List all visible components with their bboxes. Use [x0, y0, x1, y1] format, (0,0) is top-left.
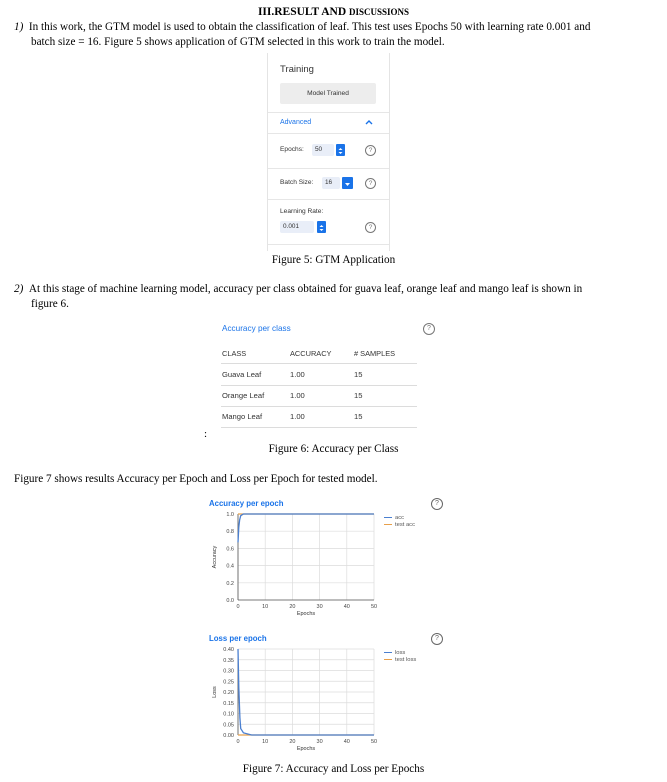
advanced-toggle[interactable]: Advanced	[280, 119, 312, 126]
table-divider	[221, 363, 417, 364]
divider	[268, 133, 389, 134]
divider	[268, 199, 389, 200]
section-heading	[0, 6, 667, 18]
legend-entry	[384, 522, 415, 529]
x-tick-label: 20	[289, 739, 296, 745]
table-cell: Guava Leaf	[222, 370, 262, 379]
paragraph-3: Figure 7 shows results Accuracy per Epoch and Loss per Epoch for tested model.	[14, 473, 378, 485]
x-tick-label: 40	[343, 739, 350, 745]
heading-smallcaps: DISCUSSIONS	[349, 7, 410, 17]
chevron-up-icon[interactable]	[363, 116, 375, 128]
table-cell: 15	[354, 370, 363, 379]
table-cell: 15	[354, 412, 363, 421]
y-tick-label: 0.10	[223, 711, 234, 718]
table-divider	[221, 406, 417, 407]
loss-plot	[206, 629, 451, 759]
x-tick-label: 30	[316, 604, 323, 610]
y-tick-label: 0.6	[226, 546, 234, 553]
learning-rate-label: Learning Rate:	[280, 208, 324, 215]
paragraph-1-line1: In this work, the GTM model is used to obtain the classification of leaf. This test uses Epochs 50 with learning rate 0.001 and	[28, 21, 591, 33]
accuracy-per-class-card	[213, 318, 445, 436]
batch-size-select[interactable]: 16	[322, 177, 340, 189]
figure-7-caption: Figure 7: Accuracy and Loss per Epochs	[242, 763, 425, 775]
figure-5-caption: Figure 5: GTM Application	[271, 254, 396, 266]
batch-size-label: Batch Size:	[280, 179, 314, 186]
x-tick-label: 40	[343, 604, 350, 610]
divider	[268, 112, 389, 113]
learning-rate-stepper-icon[interactable]	[317, 221, 326, 233]
y-tick-label: 0.4	[226, 563, 234, 570]
legend-entry	[384, 515, 415, 522]
help-icon[interactable]: ?	[431, 498, 443, 510]
paragraph-2-line1: At this stage of machine learning model, accuracy per class obtained for guava leaf, orange leaf and mango leaf is shown in	[28, 283, 583, 295]
help-icon[interactable]: ?	[431, 633, 443, 645]
item-number: 2)	[14, 283, 24, 295]
chart-title: Loss per epoch	[209, 634, 267, 643]
y-tick-label: 0.2	[226, 580, 234, 587]
y-tick-label: 0.8	[226, 529, 234, 536]
training-title: Training	[280, 64, 314, 75]
legend-label: loss	[395, 650, 406, 656]
legend-entry	[384, 650, 416, 657]
paragraph-1	[14, 20, 644, 50]
x-tick-label: 50	[370, 739, 378, 745]
y-tick-label: 0.00	[223, 733, 234, 739]
column-header-accuracy: ACCURACY	[290, 349, 332, 358]
paragraph-1-line2: batch size = 16. Figure 5 shows application of GTM selected in this work to train the model.	[31, 36, 445, 48]
series-line-acc	[238, 514, 374, 542]
x-tick-label: 10	[262, 604, 269, 610]
help-icon[interactable]: ?	[423, 323, 435, 335]
table-cell: 1.00	[290, 370, 305, 379]
x-tick-label: 10	[262, 739, 269, 745]
loss-chart	[206, 629, 451, 759]
y-tick-label: 1.0	[226, 512, 234, 518]
accuracy-chart	[206, 494, 451, 624]
help-icon[interactable]: ?	[365, 222, 376, 233]
column-header-class: CLASS	[222, 349, 247, 358]
x-axis-label: Epochs	[296, 611, 316, 617]
x-tick-label: 20	[289, 604, 296, 610]
table-cell: Mango Leaf	[222, 412, 263, 421]
y-tick-label: 0.0	[226, 598, 234, 604]
y-tick-label: 0.30	[223, 668, 234, 675]
legend-label: test acc	[395, 522, 415, 528]
accuracy-per-class-title: Accuracy per class	[222, 324, 291, 333]
y-axis-label: Loss	[212, 686, 218, 698]
column-header-samples: # SAMPLES	[354, 349, 396, 358]
x-tick-label: 0	[236, 604, 240, 610]
x-tick-label: 30	[316, 739, 323, 745]
table-cell: 1.00	[290, 412, 305, 421]
legend-swatch	[384, 659, 392, 661]
learning-rate-input[interactable]: 0.001	[280, 221, 314, 233]
divider	[268, 168, 389, 169]
chart-legend	[384, 515, 415, 529]
y-tick-label: 0.35	[223, 657, 234, 664]
legend-entry	[384, 657, 416, 664]
epochs-label: Epochs:	[280, 146, 304, 153]
model-trained-button[interactable]: Model Trained	[280, 83, 376, 104]
divider	[268, 244, 389, 245]
paragraph-2	[14, 282, 644, 312]
table-cell: 1.00	[290, 391, 305, 400]
x-axis-label: Epochs	[296, 746, 316, 752]
table-divider	[221, 385, 417, 386]
chart-legend	[384, 650, 416, 664]
gtm-training-panel	[267, 53, 390, 251]
legend-swatch	[384, 524, 392, 526]
legend-swatch	[384, 517, 392, 519]
accuracy-plot	[206, 494, 451, 624]
y-tick-label: 0.15	[223, 700, 234, 707]
paragraph-2-line2: figure 6.	[31, 298, 69, 310]
stray-mark: :	[204, 428, 208, 440]
y-tick-label: 0.20	[223, 690, 234, 696]
legend-label: acc	[395, 515, 405, 521]
legend-swatch	[384, 652, 392, 654]
help-icon[interactable]: ?	[365, 178, 376, 189]
heading-text: III.RESULT AND	[257, 6, 347, 18]
legend-label: test loss	[395, 657, 417, 663]
epochs-input[interactable]: 50	[312, 144, 334, 156]
y-tick-label: 0.40	[223, 647, 234, 653]
table-divider	[221, 427, 417, 428]
x-tick-label: 0	[236, 739, 240, 745]
item-number: 1)	[14, 21, 24, 33]
y-axis-label: Accuracy	[212, 545, 218, 569]
x-tick-label: 50	[370, 604, 378, 610]
table-cell: Orange Leaf	[222, 391, 265, 400]
y-tick-label: 0.25	[223, 679, 234, 686]
figure-6-caption: Figure 6: Accuracy per Class	[268, 443, 399, 455]
epochs-stepper-icon[interactable]	[336, 144, 345, 156]
chevron-down-icon[interactable]	[342, 177, 353, 189]
table-cell: 15	[354, 391, 363, 400]
help-icon[interactable]: ?	[365, 145, 376, 156]
y-tick-label: 0.05	[223, 722, 234, 729]
chart-title: Accuracy per epoch	[209, 499, 284, 508]
